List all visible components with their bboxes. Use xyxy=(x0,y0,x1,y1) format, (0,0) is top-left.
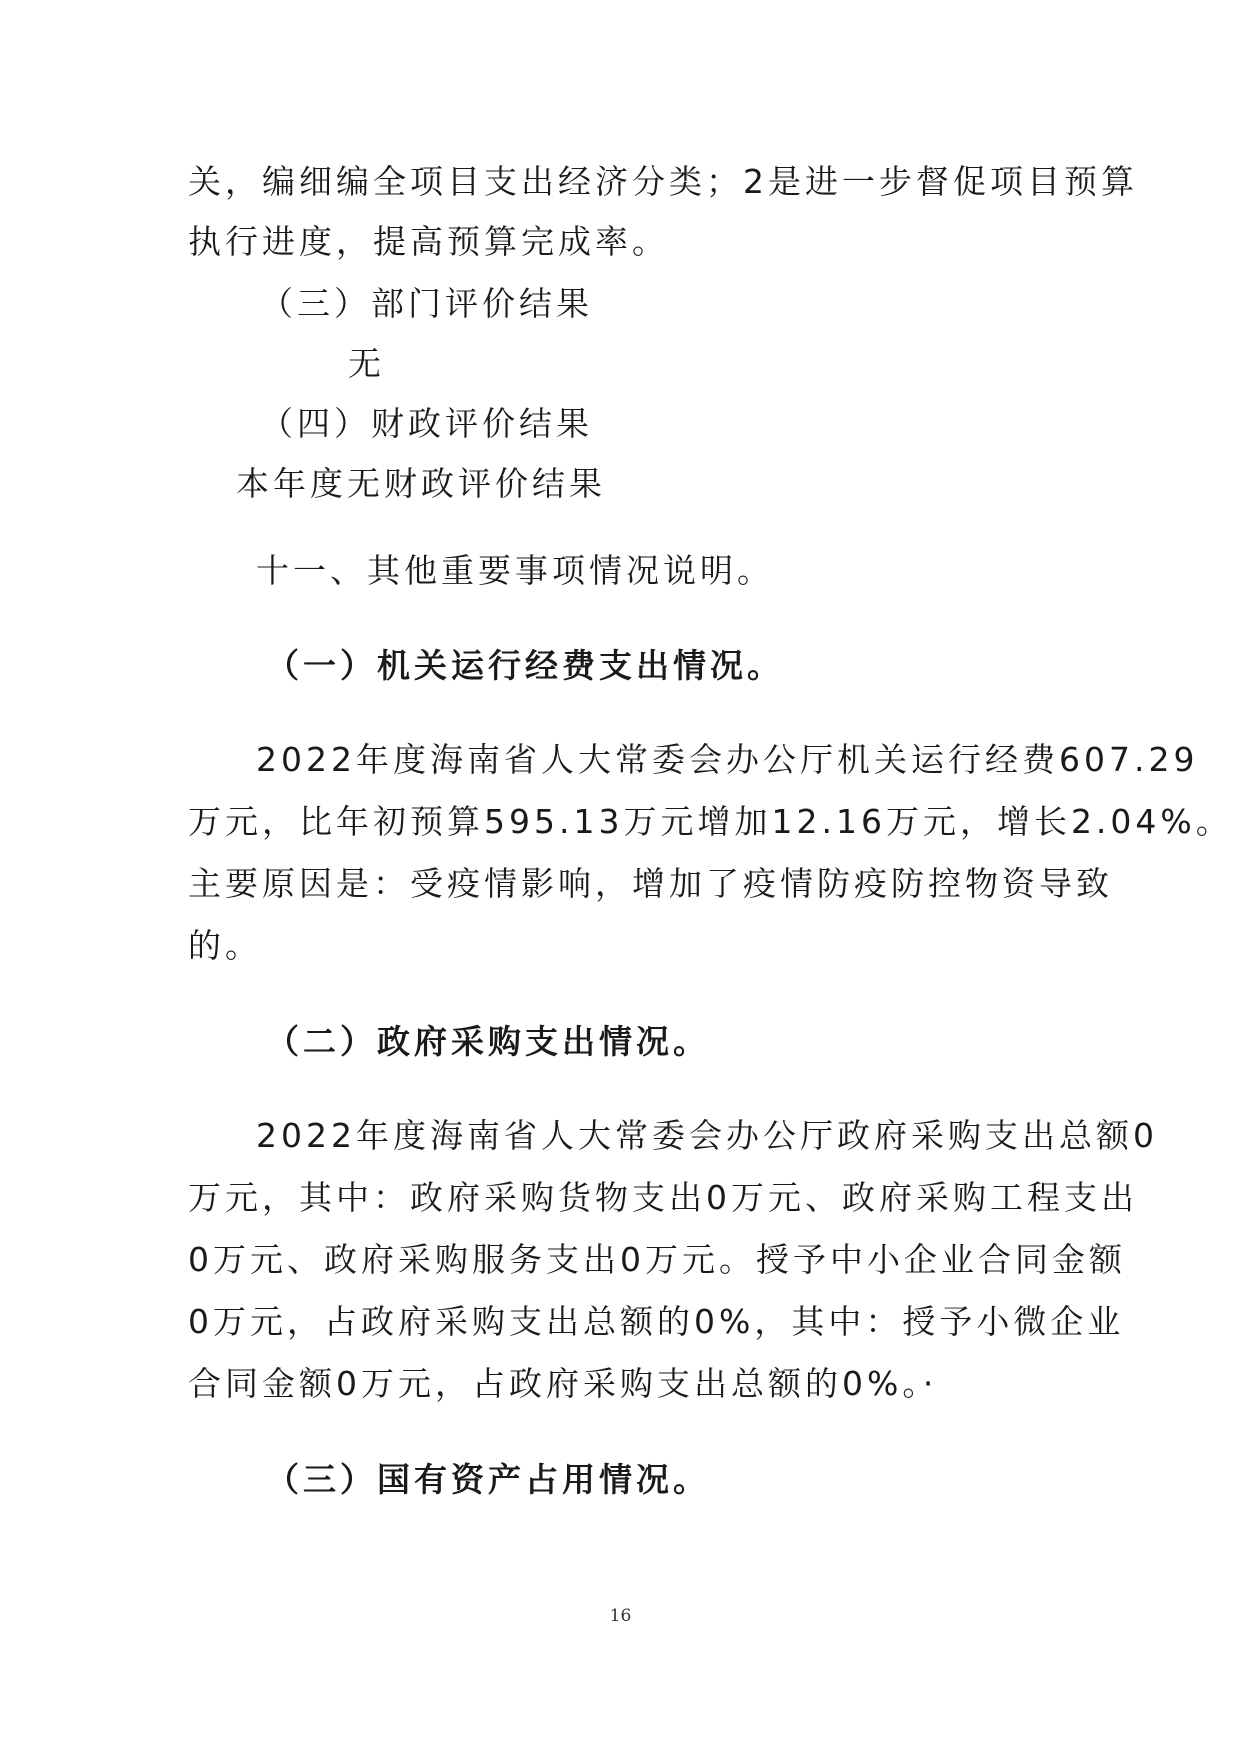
sub-3-heading: （三）国有资产占用情况。 xyxy=(266,1460,710,1499)
section-4-heading: （四）财政评价结果 xyxy=(260,404,593,443)
section-4-body: 本年度无财政评价结果 xyxy=(236,464,606,503)
chapter-11-heading: 十一、其他重要事项情况说明。 xyxy=(256,551,774,590)
sub-2-line-2: 万元，其中：政府采购货物支出0万元、政府采购工程支出 xyxy=(188,1178,1138,1217)
sub-2-line-5: 合同金额0万元，占政府采购支出总额的0%。· xyxy=(188,1364,938,1403)
sub-2-line-3: 0万元、政府采购服务支出0万元。授予中小企业合同金额 xyxy=(188,1240,1126,1279)
section-3-heading: （三）部门评价结果 xyxy=(260,284,593,323)
sub-1-line-1: 2022年度海南省人大常委会办公厅机关运行经费607.29 xyxy=(256,740,1199,779)
section-3-body: 无 xyxy=(348,344,385,383)
sub-2-line-4: 0万元，占政府采购支出总额的0%，其中：授予小微企业 xyxy=(188,1302,1125,1341)
sub-1-line-3: 主要原因是：受疫情影响，增加了疫情防疫防控物资导致 xyxy=(188,864,1113,903)
sub-2-line-1: 2022年度海南省人大常委会办公厅政府采购支出总额0 xyxy=(256,1116,1158,1155)
sub-2-heading: （二）政府采购支出情况。 xyxy=(266,1022,710,1061)
sub-1-line-2: 万元，比年初预算595.13万元增加12.16万元，增长2.04%。 xyxy=(188,802,1233,841)
page-number: 16 xyxy=(609,1606,632,1626)
continuation-line-1: 关，编细编全项目支出经济分类；2是进一步督促项目预算 xyxy=(188,162,1138,201)
sub-1-heading: （一）机关运行经费支出情况。 xyxy=(266,646,784,685)
continuation-line-2: 执行进度，提高预算完成率。 xyxy=(188,222,669,261)
sub-1-line-4: 的。 xyxy=(188,926,262,965)
